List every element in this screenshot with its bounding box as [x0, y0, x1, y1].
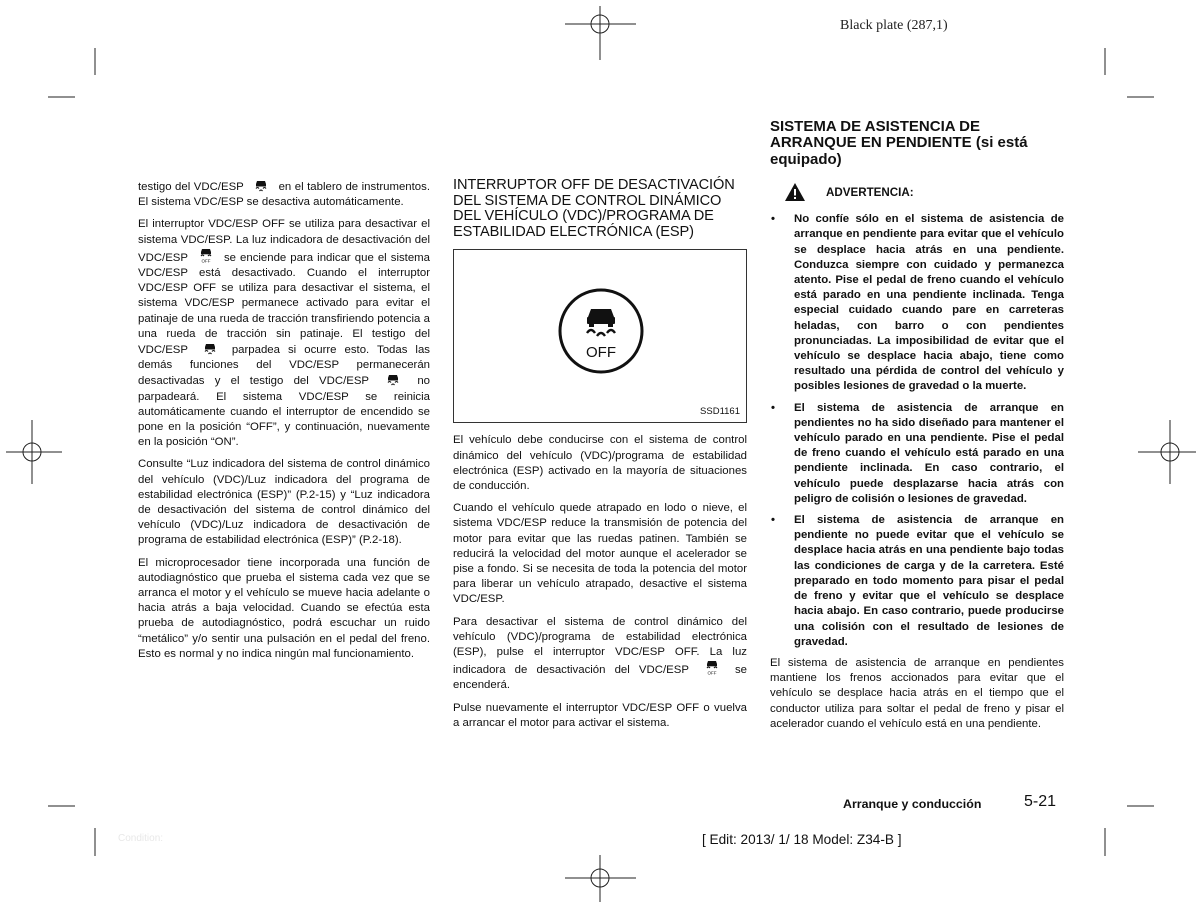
warning-list: [770, 212, 1064, 650]
warning-header: [784, 182, 1064, 202]
condition-label: Condition:: [118, 833, 164, 844]
text: testigo del VDC/ESP: [138, 181, 244, 193]
vdc-slip-indicator-icon: [196, 342, 224, 355]
off-label: OFF: [586, 344, 616, 362]
vdc-slip-indicator-icon: [379, 373, 407, 386]
list-item: • El sistema de asistencia de arranque en pendientes no ha sido diseñado para mantener el vehículo parado en una pendiente. Pise el pedal de freno cuando el vehículo está parado en una pendiente inclinada. En caso contrario, el vehículo puede desplazarse hacia atrás con peligro de colisión o lesiones de gravedad.: [770, 401, 1064, 507]
column-left: [138, 179, 430, 669]
warning-triangle-icon: [784, 182, 806, 202]
edit-info: [ Edit: 2013/ 1/ 18 Model: Z34-B ]: [702, 832, 902, 847]
vdc-off-switch-icon: [556, 286, 646, 381]
column-middle: [453, 178, 747, 738]
paragraph: Pulse nuevamente el interruptor VDC/ESP OFF o vuelva a arrancar el motor para activar el sistema.: [453, 701, 747, 729]
svg-text:OFF: OFF: [707, 670, 717, 676]
section-heading: INTERRUPTOR OFF DE DESACTIVACIÓN DEL SISTEMA DE CONTROL DINÁMICO DEL VEHÍCULO (VDC)/PROGRAMA DE ESTABILIDAD ELECTRÓNICA (ESP): [453, 177, 735, 240]
paragraph: El microprocesador tiene incorporada una función de autodiagnóstico que prueba el sistema cada vez que se arranca el motor y el vehículo se mueve hacia adelante o hacia atrás a baja velocidad. Cuando se efectúa esta prueba de autodiagnóstico, podrá escuchar un ruido “metálico” y/o sentir una pulsación en el pedal del freno. Esto es normal y no indica ningún mal funcionamiento.: [138, 556, 430, 660]
paragraph: Cuando el vehículo quede atrapado en lodo o nieve, el sistema VDC/ESP reduce la transmisión de potencia del motor para evitar que las ruedas patinen. También se reducirá la velocidad del motor aunque el acelerador se pise a fondo. Si se necesita de toda la potencia del motor para liberar un vehículo atrapado, desactive el sistema VDC/ESP.: [453, 502, 747, 606]
warning-title: ADVERTENCIA:: [826, 185, 914, 199]
list-item: • No confíe sólo en el sistema de asistencia de arranque en pendiente para evitar que el vehículo se desplace hacia atrás en una pendiente. Conduzca siempre con cuidado y permanezca atento. Pise el pedal de freno cuando el vehículo está parado en una pendiente inclinada. Tenga especial cuidado cuando pare en carreteras heladas, con barro o con pendientes pronunciadas. La imposibilidad de evitar que el vehículo se desplace hacia abajo, tiene como resultado una pérdida de control del vehículo y posibles lesiones de gravedad o la muerte.: [770, 212, 1064, 394]
paragraph: El vehículo debe conducirse con el sistema de control dinámico del vehículo (VDC)/programa de estabilidad electrónica (ESP) activado en la mayoría de situaciones de conducción.: [453, 434, 747, 492]
vdc-slip-indicator-icon: [247, 179, 275, 192]
text: se encenderá.: [453, 664, 747, 692]
paragraph: Consulte “Luz indicadora del sistema de control dinámico del vehículo (VDC)/Luz indicadora del programa de estabilidad electrónica (ESP)” (P.2-15) y “Luz indicadora de desactivación del sistema de control dinámico del vehículo (VDC)/Luz indicadora de desactivación de programa de estabilidad electrónica (ESP)” (P.2-18).: [138, 458, 430, 547]
text: no parpadeará. El sistema VDC/ESP se reinicia automáticamente cuando el interruptor de encendido se pone en la posición “OFF”, y continuación, nuevamente en la posición “ON”.: [138, 375, 430, 449]
vdc-off-indicator-icon: [698, 660, 726, 676]
section-heading: SISTEMA DE ASISTENCIA DE ARRANQUE EN PENDIENTE (si está equipado): [770, 118, 1028, 168]
column-right: [770, 119, 1064, 739]
list-item: • El sistema de asistencia de arranque en pendiente no puede evitar que el vehículo se desplace hacia atrás en una pendiente bajo todas las condiciones de carga y de la carretera. Esté preparado en todo momento para pisar el pedal de freno y evitar que el vehículo se desplace hacia abajo. En caso contrario, puede producirse una colisión con el resultado de lesiones de gravedad.: [770, 513, 1064, 650]
vdc-off-indicator-icon: [192, 248, 220, 261]
svg-text:OFF: OFF: [201, 258, 211, 263]
plate-label: Black plate (287,1): [840, 18, 948, 33]
footer-section-title: Arranque y conducción: [843, 797, 982, 811]
figure-code: SSD1161: [700, 406, 740, 418]
text: en el tablero de instrumentos. El sistema VDC/ESP se desactiva automáticamente.: [138, 181, 431, 209]
paragraph: [138, 179, 430, 210]
paragraph: [453, 615, 747, 694]
text: se enciende para indicar que el sistema VDC/ESP está desactivado. Cuando el interruptor VDC/ESP OFF se utiliza para desactivar el sistema, el sistema VDC/ESP permanece activado para evitar el patinaje de una rueda de tracción transfiriendo potencia a una rueda de tracción sin patinaje. El testigo del VDC/ESP: [138, 251, 430, 357]
paragraph: [138, 217, 430, 450]
text: parpadea si ocurre esto. Todas las demás funciones del VDC/ESP permanecerán desactivadas y el testigo del VDC/ESP: [138, 344, 430, 388]
figure: [453, 249, 747, 423]
paragraph: El sistema de asistencia de arranque en pendientes mantiene los frenos accionados para evitar que el vehículo se desplace hacia atrás en el tiempo que el conductor utiliza para soltar el pedal de freno y pisar el acelerador cuando el vehículo está en una pendiente.: [770, 656, 1064, 730]
text: Para desactivar el sistema de control dinámico del vehículo (VDC)/programa de estabilidad electrónica (ESP), pulse el interruptor VDC/ESP OFF. La luz indicadora de desactivación del VDC/ESP: [453, 615, 747, 677]
text: El interruptor VDC/ESP OFF se utiliza para desactivar el sistema VDC/ESP. La luz indicadora de desactivación del VDC/ESP: [138, 218, 430, 264]
page-number: 5-21: [1024, 793, 1057, 810]
